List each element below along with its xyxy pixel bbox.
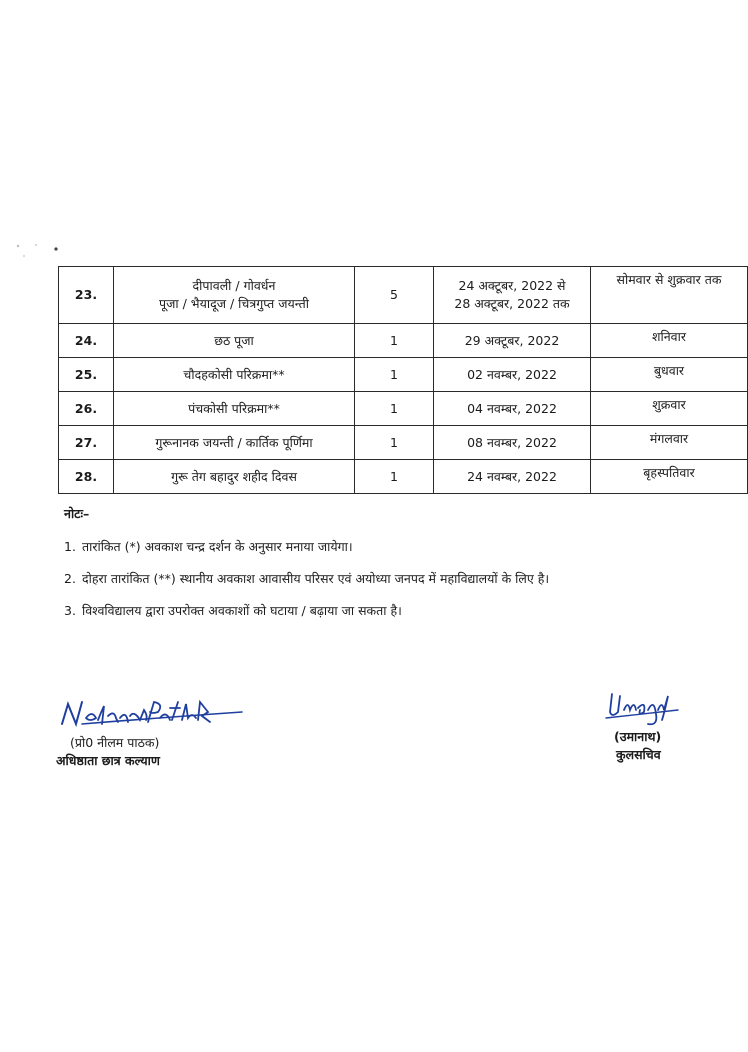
holiday-name-cell: छठ पूजा [114, 324, 355, 358]
table-row [59, 392, 748, 426]
date-cell: 02 नवम्बर, 2022 [434, 358, 591, 392]
weekday-cell: शनिवार [591, 324, 748, 358]
table-row [59, 426, 748, 460]
serial-number-cell: 23. [59, 267, 114, 324]
handwritten-signature-umanath [598, 688, 688, 728]
registrar-title: कुलसचिव [616, 747, 661, 762]
notes-title: नोटः– [64, 506, 90, 521]
date-line-2: 28 अक्टूबर, 2022 तक [454, 296, 570, 311]
table-row [59, 358, 748, 392]
signature-block-dean [56, 694, 286, 770]
date-cell: 24 नवम्बर, 2022 [434, 460, 591, 494]
holiday-name-line-2: पूजा / भैयादूज / चित्रगुप्त जयन्ती [159, 296, 309, 311]
note-item [64, 602, 704, 634]
note-item [64, 538, 704, 570]
days-count-cell: 1 [355, 426, 434, 460]
holiday-name-cell: गुरू तेग बहादुर शहीद दिवस [114, 460, 355, 494]
note-text: दोहरा तारांकित (**) स्थानीय अवकाश आवासीय परिसर एवं अयोध्या जनपद में महाविद्यालयों के लिए है। [81, 571, 550, 586]
date-cell [434, 267, 591, 324]
holiday-name-cell: पंचकोसी परिक्रमा** [114, 392, 355, 426]
holiday-table [58, 266, 748, 494]
table-row [59, 267, 748, 324]
note-number: 2. [64, 571, 76, 586]
weekday-cell: बृहस्पतिवार [591, 460, 748, 494]
date-cell: 08 नवम्बर, 2022 [434, 426, 591, 460]
table-row [59, 324, 748, 358]
dean-title: अधिष्ठाता छात्र कल्याण [56, 753, 160, 768]
holiday-name-cell: गुरूनानक जयन्ती / कार्तिक पूर्णिमा [114, 426, 355, 460]
handwritten-signature-neelam-pathak [56, 694, 256, 734]
date-line-1: 24 अक्टूबर, 2022 से [458, 278, 566, 293]
registrar-name: (उमानाथ) [614, 729, 662, 744]
date-cell: 29 अक्टूबर, 2022 [434, 324, 591, 358]
dean-name: (प्रो0 नीलम पाठक) [70, 735, 160, 750]
serial-number-cell: 25. [59, 358, 114, 392]
days-count-cell: 1 [355, 392, 434, 426]
note-number: 1. [64, 539, 76, 554]
days-count-cell: 1 [355, 358, 434, 392]
note-text: विश्वविद्यालय द्वारा उपरोक्त अवकाशों को घटाया / बढ़ाया जा सकता है। [81, 603, 402, 618]
weekday-cell: बुधवार [591, 358, 748, 392]
holiday-name-cell [114, 267, 355, 324]
holiday-name-cell: चौदहकोसी परिक्रमा** [114, 358, 355, 392]
days-count-cell: 5 [355, 267, 434, 324]
days-count-cell: 1 [355, 324, 434, 358]
serial-number-cell: 24. [59, 324, 114, 358]
notes-section [64, 505, 704, 634]
signature-block-registrar [598, 688, 698, 764]
note-number: 3. [64, 603, 76, 618]
note-text: तारांकित (*) अवकाश चन्द्र दर्शन के अनुसार मनाया जायेगा। [81, 539, 353, 554]
serial-number-cell: 28. [59, 460, 114, 494]
weekday-cell: शुक्रवार [591, 392, 748, 426]
holiday-name-line-1: दीपावली / गोवर्धन [192, 278, 276, 293]
weekday-cell: सोमवार से शुक्रवार तक [591, 267, 748, 324]
date-cell: 04 नवम्बर, 2022 [434, 392, 591, 426]
days-count-cell: 1 [355, 460, 434, 494]
scan-specks [8, 236, 68, 266]
note-item [64, 570, 704, 602]
table-row [59, 460, 748, 494]
serial-number-cell: 26. [59, 392, 114, 426]
weekday-cell: मंगलवार [591, 426, 748, 460]
serial-number-cell: 27. [59, 426, 114, 460]
